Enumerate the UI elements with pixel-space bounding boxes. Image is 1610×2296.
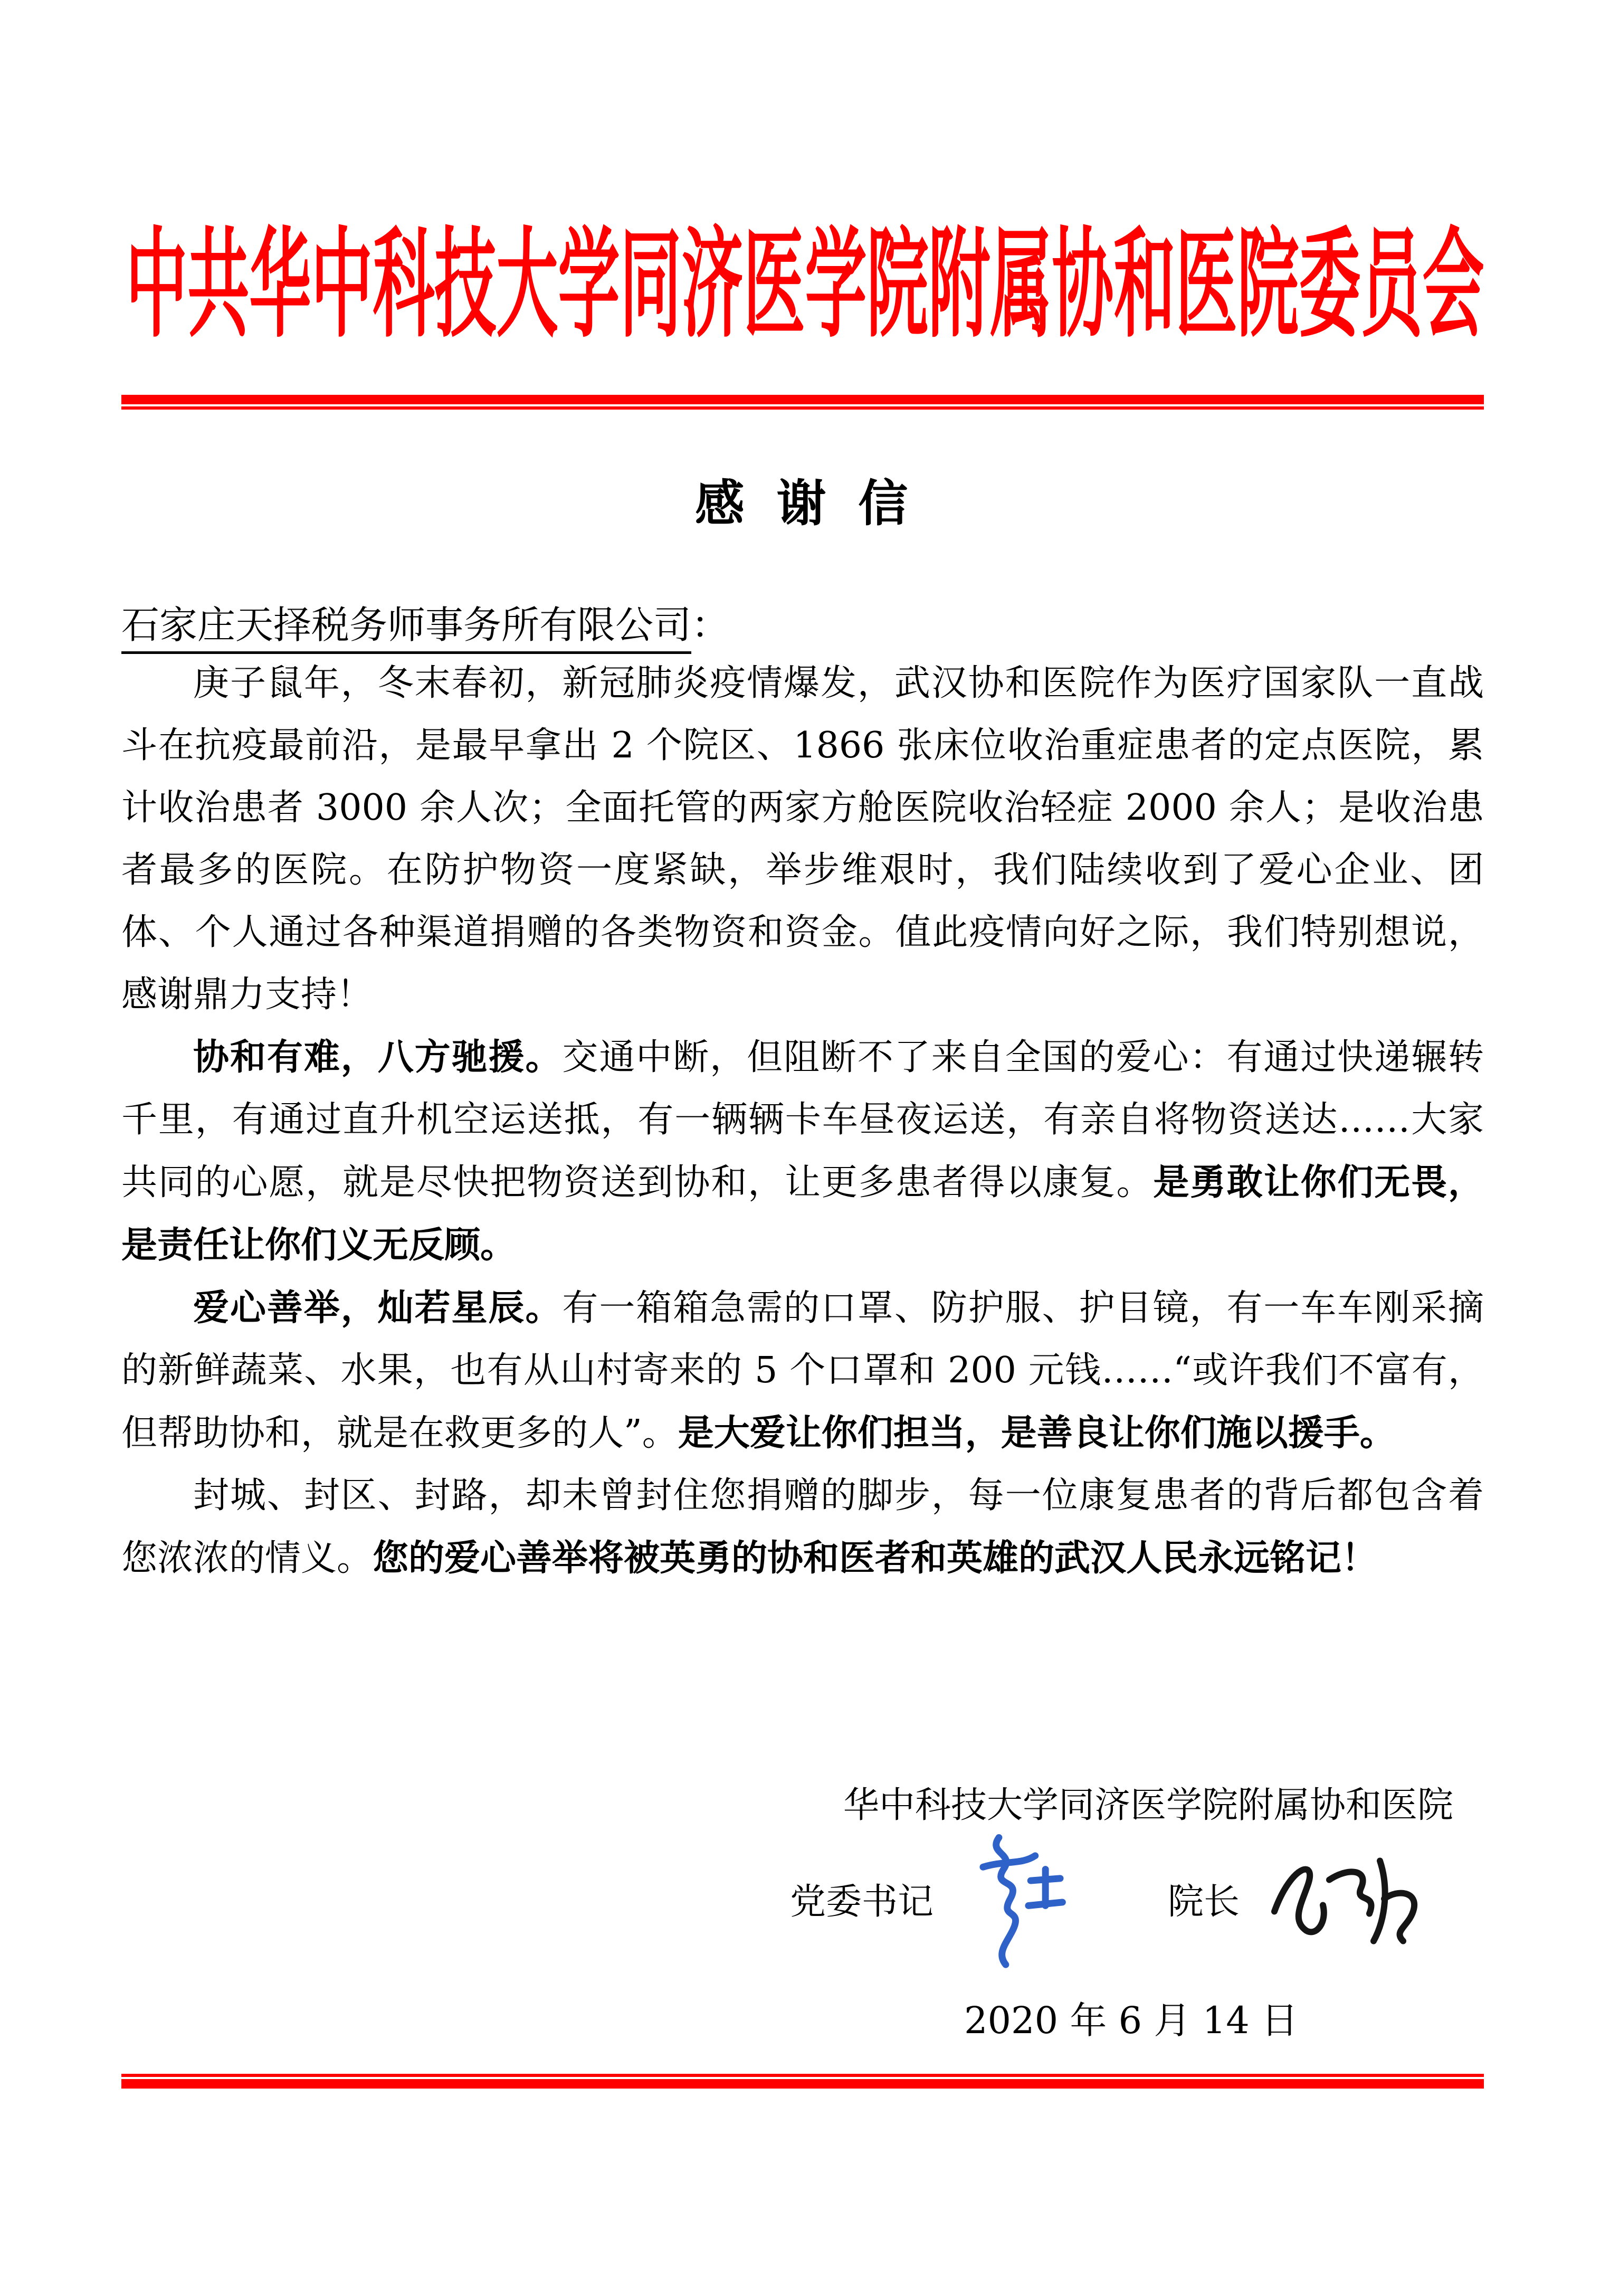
letter-body	[121, 652, 1484, 1590]
body-text: 封城、封区、封路，却未曾封住您捐赠的脚步，每一位康复患者的背后都包含着您浓浓的情义。	[121, 1475, 1484, 1579]
bottom-rule-thick	[121, 2079, 1484, 2089]
letterhead	[0, 215, 1610, 353]
recipient-line	[121, 594, 729, 649]
paragraph	[121, 1277, 1484, 1465]
body-text: 有一箱箱急需的口罩、防护服、护目镜，有一车车刚采摘的新鲜蔬菜、水果，也有从山村寄来的 5 个口罩和 200 元钱……“或许我们不富有，但帮助协和，就是在救更多的人”。	[121, 1287, 1484, 1454]
president-label: 院长	[1167, 1881, 1240, 1923]
body-text: 交通中断，但阻断不了来自全国的爱心：有通过快递辗转千里，有通过直升机空运送抵，有一辆辆卡车昼夜运送，有亲自将物资送达……大家共同的心愿，就是尽快把物资送到协和，让更多患者得以康复。	[121, 1037, 1484, 1203]
emphasis-text: 您的爱心善举将被英勇的协和医者和英雄的武汉人民永远铭记！	[373, 1537, 1378, 1579]
body-text: 庚子鼠年，冬末春初，新冠肺炎疫情爆发，武汉协和医院作为医疗国家队一直战斗在抗疫最前沿，是最早拿出 2 个院区、1866 张床位收治重症患者的定点医院，累计收治患者 3000 余人次；全面托管的两家方舱医院收治轻症 2000 余人；是收治患者最多的医院。在防护物资一度紧缺，举步维艰时，我们陆续收到了爱心企业、团体、个人通过各种渠道捐赠的各类物资和资金。值此疫情向好之际，我们特别想说，感谢鼎力支持！	[121, 662, 1484, 1016]
emphasis-text: 协和有难，八方驰援。	[193, 1036, 563, 1078]
date-line: 2020 年 6 月 14 日	[964, 1999, 1298, 2042]
top-rule-thick	[121, 395, 1484, 404]
closing-organization: 华中科技大学同济医学院附属协和医院	[843, 1785, 1453, 1826]
emphasis-text: 爱心善举，灿若星辰。	[193, 1287, 563, 1329]
top-double-rule	[121, 395, 1484, 410]
emphasis-text: 是勇敢让你们无畏，是责任让你们义无反顾。	[121, 1161, 1484, 1266]
secretary-signature	[954, 1829, 1067, 1969]
paragraph	[121, 1465, 1484, 1590]
paragraph	[121, 652, 1484, 1026]
signature-row	[121, 1822, 1484, 1975]
president-signature	[1260, 1845, 1428, 1953]
emphasis-text: 是大爱让你们担当，是善良让你们施以援手。	[678, 1412, 1396, 1454]
secretary-label: 党委书记	[789, 1881, 933, 1923]
recipient-name: 石家庄天择税务师事务所有限公司	[121, 603, 691, 654]
letter-title: 感 谢 信	[694, 475, 916, 533]
bottom-double-rule	[121, 2074, 1484, 2089]
letterhead-title: 中共华中科技大学同济医学院附属协和医院委员会	[126, 214, 1484, 354]
top-rule-thin	[121, 406, 1484, 410]
paragraph	[121, 1026, 1484, 1277]
recipient-colon: ：	[691, 603, 730, 647]
